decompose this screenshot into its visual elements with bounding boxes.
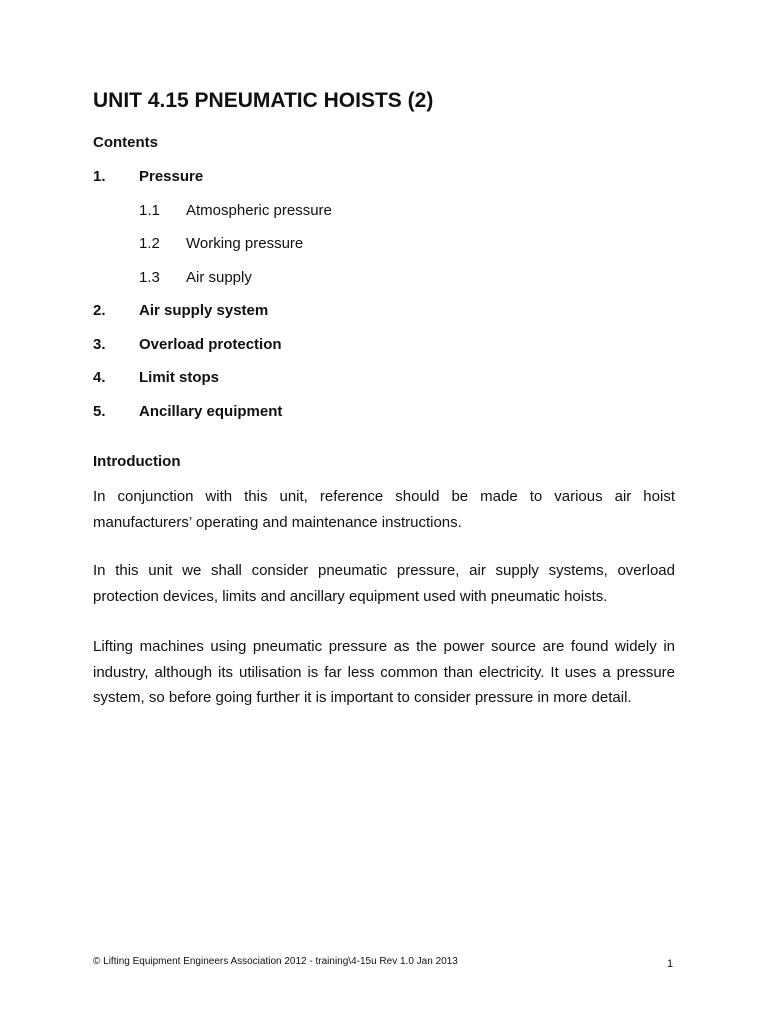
toc-item-ancillary-equipment — [93, 402, 282, 422]
toc-item-number: 3. — [93, 336, 106, 353]
toc-subitem-air-supply — [139, 268, 252, 288]
toc-item-number: 1.2 — [139, 235, 160, 252]
toc-item-number: 5. — [93, 403, 106, 420]
toc-item-label: Limit stops — [139, 369, 220, 386]
intro-paragraph-1: In conjunction with this unit, reference should be made to various air hoist manufacturers’ operating and maintenance instructions. — [93, 488, 675, 531]
toc-item-label: Overload protection — [139, 336, 282, 353]
toc-item-number: 2. — [93, 302, 106, 319]
toc-item-label: Pressure — [139, 168, 204, 185]
intro-paragraph-3: Lifting machines using pneumatic pressure as the power source are found widely in industry, although its utilisation is far less common than electricity. It uses a pressure system, so before going further it is important to consider pressure in more detail. — [93, 638, 675, 706]
toc-item-label: Atmospheric pressure — [186, 202, 332, 219]
intro-paragraph-2: In this unit we shall consider pneumatic pressure, air supply systems, overload protection devices, limits and ancillary equipment used with pneumatic hoists. — [93, 562, 675, 605]
toc-item-label: Air supply system — [139, 302, 269, 319]
introduction-heading: Introduction — [93, 453, 181, 470]
toc-item-label: Working pressure — [186, 235, 304, 252]
toc-item-label: Air supply — [186, 269, 252, 286]
toc-subitem-atmospheric-pressure — [139, 201, 332, 221]
toc-item-number: 1. — [93, 168, 106, 185]
toc-item-number: 1.1 — [139, 202, 160, 219]
toc-item-label: Ancillary equipment — [139, 403, 283, 420]
toc-item-air-supply-system — [93, 301, 268, 321]
document-title: UNIT 4.15 PNEUMATIC HOISTS (2) — [93, 89, 434, 112]
toc-item-overload-protection — [93, 335, 282, 355]
footer-copyright: © Lifting Equipment Engineers Association 2012 - training\4-15u Rev 1.0 Jan 2013 — [93, 956, 458, 967]
toc-item-limit-stops — [93, 368, 219, 388]
toc-item-pressure — [93, 167, 203, 187]
page-number: 1 — [667, 958, 674, 970]
toc-item-number: 4. — [93, 369, 106, 386]
toc-item-number: 1.3 — [139, 269, 160, 286]
toc-subitem-working-pressure — [139, 234, 303, 254]
contents-heading: Contents — [93, 134, 158, 151]
